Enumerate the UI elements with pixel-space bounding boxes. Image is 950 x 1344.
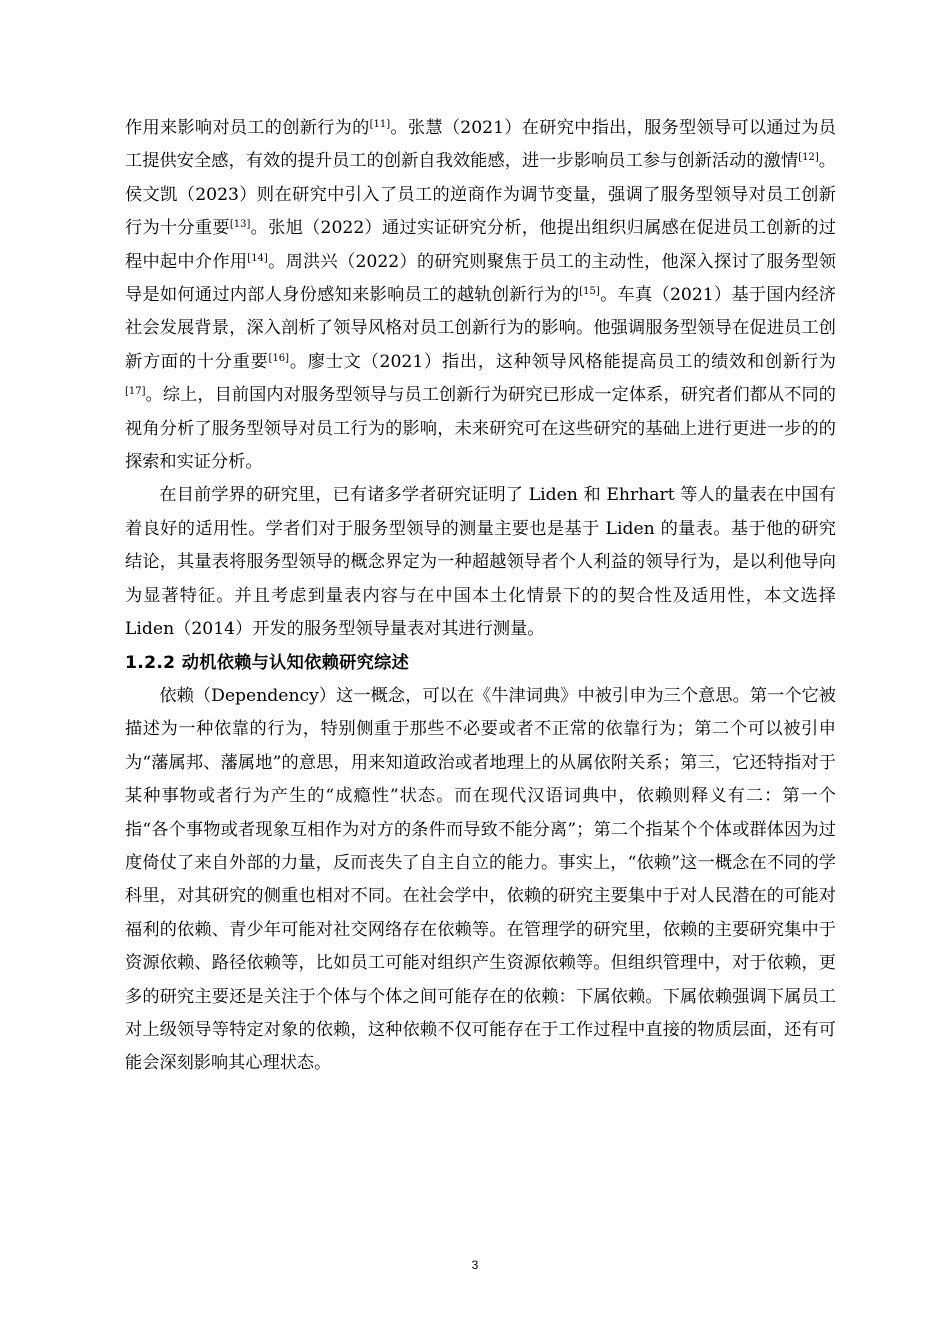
document-body (125, 112, 836, 1081)
citation-ref: [13] (229, 219, 251, 231)
paragraph-dependency-definition: 依赖（Dependency）这一概念，可以在《牛津词典》中被引申为三个意思。第一个它被描述为一种依靠的行为，特别侧重于那些不必要或者不正常的依靠行为；第二个可以被引申为“藩属邦、藩属地”的意思，用来知道政治或者地理上的从属依附关系；第三，它还特指对于某种事物或者行为产生的“成瘾性”状态。而在现代汉语词典中，依赖则释义有二：第一个指“各个事物或者现象互相作为对方的条件而导致不能分离”；第二个指某个个体或群体因为过度倚仗了来自外部的力量，反而丧失了自主自立的能力。事实上，“依赖”这一概念在不同的学科里，对其研究的侧重也相对不同。在社会学中，依赖的研究主要集中于对人民潜在的可能对福利的依赖、青少年可能对社交网络存在依赖等。在管理学的研究里，依赖的主要研究集中于资源依赖、路径依赖等，比如员工可能对组织产生资源依赖等。但组织管理中，对于依赖，更多的研究主要还是关注于个体与个体之间可能存在的依赖：下属依赖。下属依赖强调下属员工对上级领导等特定对象的依赖，这种依赖不仅可能存在于工作过程中直接的物质层面，还有可能会深刻影响其心理状态。 (125, 685, 836, 1074)
paragraph-continued-review: 作用来影响对员工的创新行为的[11]。张慧（2021）在研究中指出，服务型领导可以通过为员工提供安全感，有效的提升员工的创新自我效能感，进一步影响员工参与创新活动的激情[12]。侯文凯（2023）则在研究中引入了员工的逆商作为调节变量，强调了服务型领导对员工创新行为十分重要[13]。张旭（2022）通过实证研究分析，他提出组织归属感在促进员工创新的过程中起中介作用[14]。周洪兴（2022）的研究则聚焦于员工的主动性，他深入探讨了服务型领导是如何通过内部人身份感知来影响员工的越轨创新行为的[15]。车真（2021）基于国内经济社会发展背景，深入剖析了领导风格对员工创新行为的影响。他强调服务型领导在促进员工创新方面的十分重要[16]。廖士文（2021）指出，这种领导风格能提高员工的绩效和创新行为[17]。综上，目前国内对服务型领导与员工创新行为研究已形成一定体系，研究者们都从不同的视角分析了服务型领导对员工行为的影响，未来研究可在这些研究的基础上进行更进一步的的探索和实证分析。 (125, 118, 836, 473)
page-number: 3 (471, 1258, 479, 1272)
section-heading: 1.2.2 动机依赖与认知依赖研究综述 (125, 652, 410, 673)
citation-ref: [16] (268, 352, 290, 364)
citation-ref: [17] (125, 386, 146, 398)
citation-ref: [14] (247, 252, 268, 264)
paragraph-scale-measurement: 在目前学界的研究里，已有诸多学者研究证明了 Liden 和 Ehrhart 等人的量表在中国有着良好的适用性。学者们对于服务型领导的测量主要也是基于 Liden 的量表。基于他的研究结论，其量表将服务型领导的概念界定为一种超越领导者个人利益的领导行为，是以利他导向为显著特征。并且考虑到量表内容与在中国本土化情景下的的契合性及适用性，本文选择 Liden（2014）开发的服务型领导量表对其进行测量。 (125, 485, 836, 640)
citation-ref: [12] (798, 152, 819, 164)
citation-ref: [11] (369, 119, 391, 130)
citation-ref: [15] (579, 286, 600, 298)
